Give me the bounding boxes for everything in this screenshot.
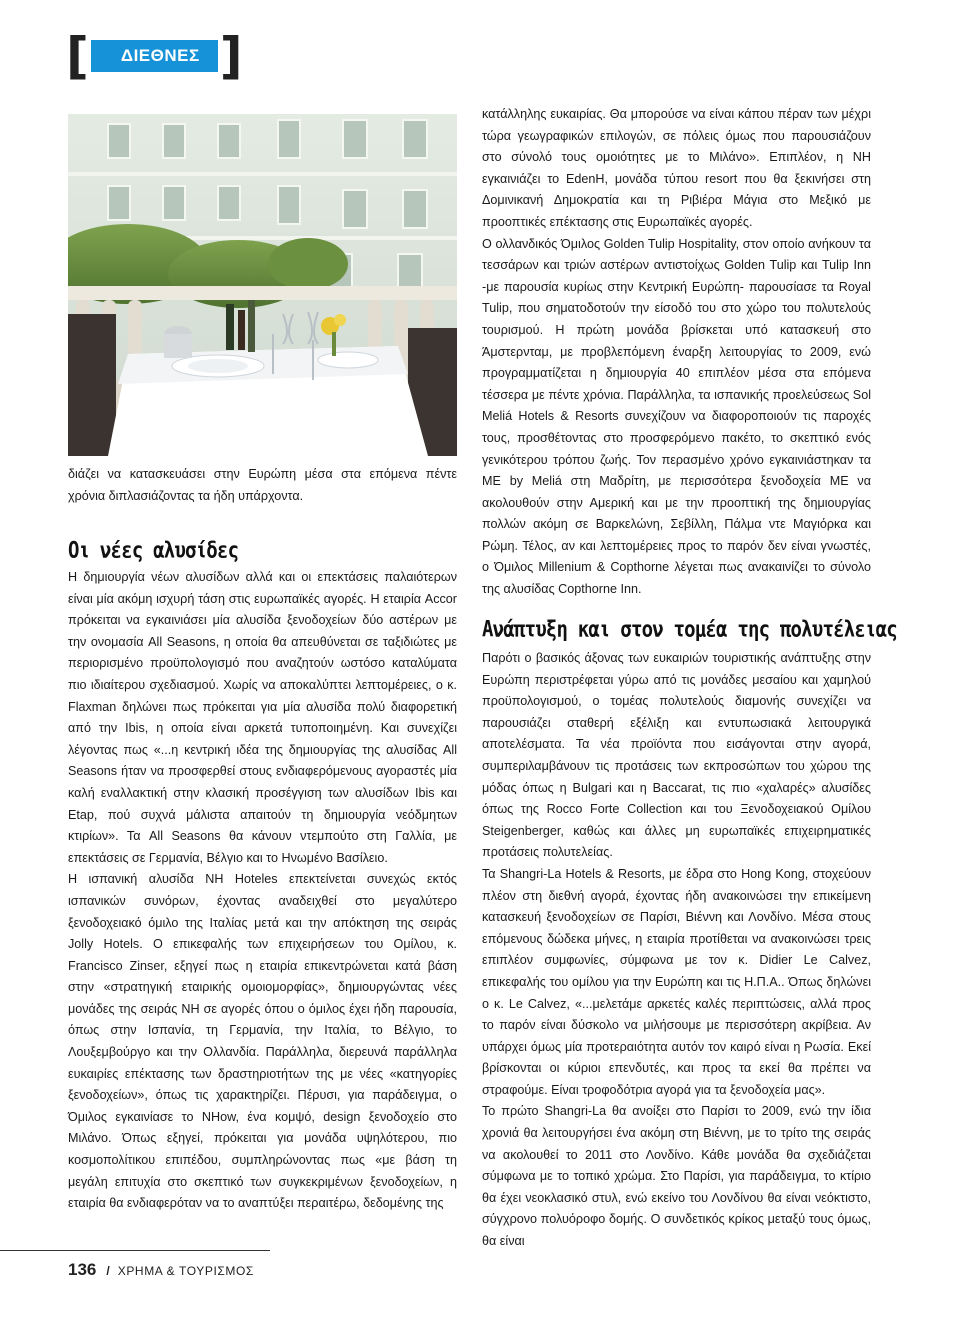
body-paragraph: Τα Shangri-La Hotels & Resorts, με έδρα στο Hong Kong, στοχεύουν πλέον στη διεθνή αγορά, έχοντας ήδη ανακοινώσει την επικείμενη κατασκευή ξενοδοχείων σε Παρίσι, Βιέννη και Λονδίνο. Μέσα στους επόμενους δώδεκα μήνες, η εταιρία προτίθεται να ανακοινώσει τρεις επιπλέον συμφωνίες, σύμφωνα με τον κ. Didier Le Calvez, επικεφαλής του ομίλου για την Ευρώπη και τις Η.Π.Α.. Όπως δηλώνει ο κ. Le Calvez, «...μελετάμε αρκετές καλές περιπτώσεις, αλλά προς το παρόν είναι δύσκολο να μιλήσουμε με περισσότερη ακρίβεια. Αν υπάρχει όμως μία προτεραιότητα αυτόν τον καιρό είναι η Ρωσία. Εκεί βρίσκονται οι κύριοι επενδυτές, και προς τα εκεί θα πρέπει να στραφούμε. Είναι τροφοδότρια αγορά για τα ξενοδοχεία μας».: [482, 866, 871, 1097]
subheading-new-chains: Οι νέες αλυσίδες: [68, 538, 239, 564]
publication-name: ΧΡΗΜΑ & ΤΟΥΡΙΣΜΟΣ: [117, 1264, 254, 1278]
section-header: [66, 27, 243, 85]
subheading-luxury-sector: Ανάπτυξη και στον τομέα της πολυτέλειας: [482, 617, 897, 643]
body-paragraph: κατάλληλης ευκαιρίας. Θα μπορούσε να είναι κάπου πέραν των μέχρι τώρα γεωγραφικών επιλογών, σε πόλεις όμως που παρουσιάζουν στο σύνολό τους ομοιότητες με το Μιλάνο». Επιπλέον, η NH εγκαινιάζει το EdenH, μονάδα τύπου resort που θα ξεκινήσει στη Δομινικανή Δημοκρατία και τη Ριβιέρα Μάγια στο Μεξικό με προοπτικές επέκτασης στις Ευρωπαϊκές αγορές.: [482, 107, 871, 229]
footer-divider: [0, 1250, 270, 1251]
hotel-terrace-illustration: [68, 114, 457, 456]
body-paragraph: Η δημιουργία νέων αλυσίδων αλλά και οι επεκτάσεις παλαιότερων είναι μία ακόμη ισχυρή τάση στις ευρωπαϊκές αγορές. Η εταιρία Accor πρόκειται να εγκαινιάσει μία αλυσίδα ξενοδοχείων δύο αστέρων με την ονομασία All Seasons, η οποία θα απευθύνεται σε ταξιδιώτες με περιορισμένο προϋπολογισμό που αναζητούν ωστόσο καταλύματα πιο ιδιαίτερου σχεδιασμού. Χωρίς να αποκαλύπτει λεπτομέρειες, ο κ. Flaxman δηλώνει πως πρόκειται για μία αλυσίδα πολύ διαφορετική από την Ibis, η οποία είναι αρκετά τυποποιημένη. Και συνεχίζει λέγοντας πως «...η κεντρική ιδέα της δημιουργίας της αλυσίδας All Seasons ήταν να προσφερθεί στους ενδιαφερόμενους αγοραστές μία καλή εναλλακτική στην κλασική προσέγγιση των αλυσίδων Ibis και Etap, πού συχνά μάλιστα απαιτούν τη δημιουργία νεόδμητων κτιρίων». Τα All Seasons θα κάνουν ντεμπούτο στη Γαλλία, με επεκτάσεις σε Γερμανία, Βέλγιο και το Ηνωμένο Βασίλειο.: [68, 570, 457, 865]
page-footer: [68, 1260, 254, 1280]
intro-paragraph: διάζει να κατασκευάσει στην Ευρώπη μέσα στα επόμενα πέντε χρόνια διπλασιάζοντας τα ήδη υπάρχοντα.: [68, 467, 457, 503]
right-column-body: [482, 648, 871, 1253]
left-bracket: [: [66, 27, 89, 85]
section-label: ΔΙΕΘΝΕΣ: [91, 40, 218, 72]
left-column-body: [68, 567, 457, 1215]
body-paragraph: Το πρώτο Shangri-La θα ανοίξει στο Παρίσι το 2009, ενώ την ίδια χρονιά θα λειτουργήσει ένα ακόμη στη Βιέννη, με το τρίτο της σειράς να ακολουθεί το 2011 στο Λονδίνο. Κάθε μονάδα θα σχεδιάζεται σύμφωνα με το τοπικό χρώμα. Στο Παρίσι, για παράδειγμα, το κτίριο θα έχει νεοκλασικό στυλ, ενώ εκείνο του Λονδίνου θα είναι νεόκτιστο, σύγχρονο πολυόροφο δομής. Ο συνδετικός κρίκος μεταξύ τους όμως, θα είναι: [482, 1104, 871, 1249]
left-column-intro: [68, 464, 457, 507]
right-bracket: ]: [219, 27, 243, 85]
body-paragraph: Ο ολλανδικός Όμιλος Golden Tulip Hospitality, στον οποίο ανήκουν τα τεσσάρων και τριών αστέρων αντιστοίχως Golden Tulip και Tulip Inn -με παρουσία κυρίως στην Κεντρική Ευρώπη- παρουσίασε τα Royal Tulip, που σηματοδοτούν την είσοδό του στο χώρο του πολυτελούς τουρισμού. Η πρώτη μονάδα βρίσκεται υπό κατασκευή στο Άμστερνταμ, με προβλεπόμενη έναρξη λειτουργίας το 2009, ενώ προγραμματίζεται η δημιουργία 40 επιπλέον μέσα στα επόμενα τέσσερα με πέντε χρόνια. Παράλληλα, τα ισπανικής προελεύσεως Sol Meliá Hotels & Resorts συνεχίζουν να διαφοροποιούν τις παροχές τους, προσθέτοντας στο προσφερόμενο πακέτο, το σκεπτικό ενός γενικότερου τρόπου ζωής. Τον περασμένο χρόνο εγκαινιάστηκαν τα ME by Meliá στη Μαδρίτη, με περισσότερα ξενοδοχεία ME να ακολουθούν στην Αμερική και με την προοπτική της δημιουργίας πολλών ακόμη σε Βαρκελώνη, Σεβίλλη, Πάλμα ντε Μαγιόρκα και Ρώμη. Τέλος, αν και λεπτομέρειες προς το παρόν δεν είναι γνωστές, ο Όμιλος Millenium & Copthorne λέγεται πως ανακαινίζει το σύνολο της αλυσίδας Copthorne Inn.: [482, 236, 871, 597]
right-column-top: [482, 104, 871, 601]
body-paragraph: Παρότι ο βασικός άξονας των ευκαιριών τουριστικής ανάπτυξης στην Ευρώπη περιστρέφεται γύρω από τις μονάδες μεσαίου και χαμηλού προϋπολογισμού, ο τομέας πολυτελούς διαμονής συνεχίζει να παρουσιάζει σταθερή εξέλιξη και εντυπωσιακά λειτουργικά αποτελέσματα. Τα νέα προϊόντα που εισάγονται στην αγορά, συμπεριλαμβάνουν τις προτάσεις των εκπροσώπων του χώρου της μόδας όπως η Bulgari και η Baccarat, τις πιο «χαλαρές» αλυσίδες όπως της Rocco Forte Collection και του Ξενοδοχειακού Ομίλου Steigenberger, καθώς και άλλες μη ευρωπαϊκές επιχειρηματικές προτάσεις πολυτελείας.: [482, 651, 871, 860]
page-number: 136: [68, 1260, 97, 1279]
footer-separator: /: [106, 1264, 110, 1278]
hotel-terrace-photo: [68, 114, 457, 456]
body-paragraph: Η ισπανική αλυσίδα NH Hoteles επεκτείνεται συνεχώς εκτός ισπανικών συνόρων, έχοντας αναδειχθεί στο μεγαλύτερο ξενοδοχειακό όμιλο της Ιταλίας μετά και την απόκτηση της σειράς Jolly Hotels. Ο επικεφαλής των επιχειρήσεων του Ομίλου, κ. Francisco Zinser, εξηγεί πως η εταιρία επικεντρώνεται κατά βάση στην «στρατηγική εταιρικής ομοιομορφίας», δημιουργώντας νέες μονάδες της σειράς NH σε αγορές όπου ο όμιλος έχει ήδη παρουσία, όπως στην Ισπανία, τη Γερμανία, την Ιταλία, το Βέλγιο, το Λουξεμβούργο και την Ολλανδία. Παράλληλα, διερευνά παράλληλα ευκαιρίες επέκτασης των δραστηριοτήτων της με νέες «κατηγορίες ξενοδοχείων», όπως τις χαρακτηρίζει. Πέρυσι, για παράδειγμα, ο Όμιλος εγκαινίασε το NHow, ένα κομψό, design ξενοδοχείο στο Μιλάνο. Όπως εξηγεί, πρόκειται για μονάδα υψηλότερου, πιο κοσμοπολίτικου επιπέδου, συμπληρώνοντας πως «με βάση τη μεγάλη επιτυχία στο σκεπτικό των συγκεκριμένων ξενοδοχείων, η εταιρία θα ενδιαφερόταν να το αναπτύξει περαιτέρω, δεδομένης της: [68, 872, 457, 1211]
